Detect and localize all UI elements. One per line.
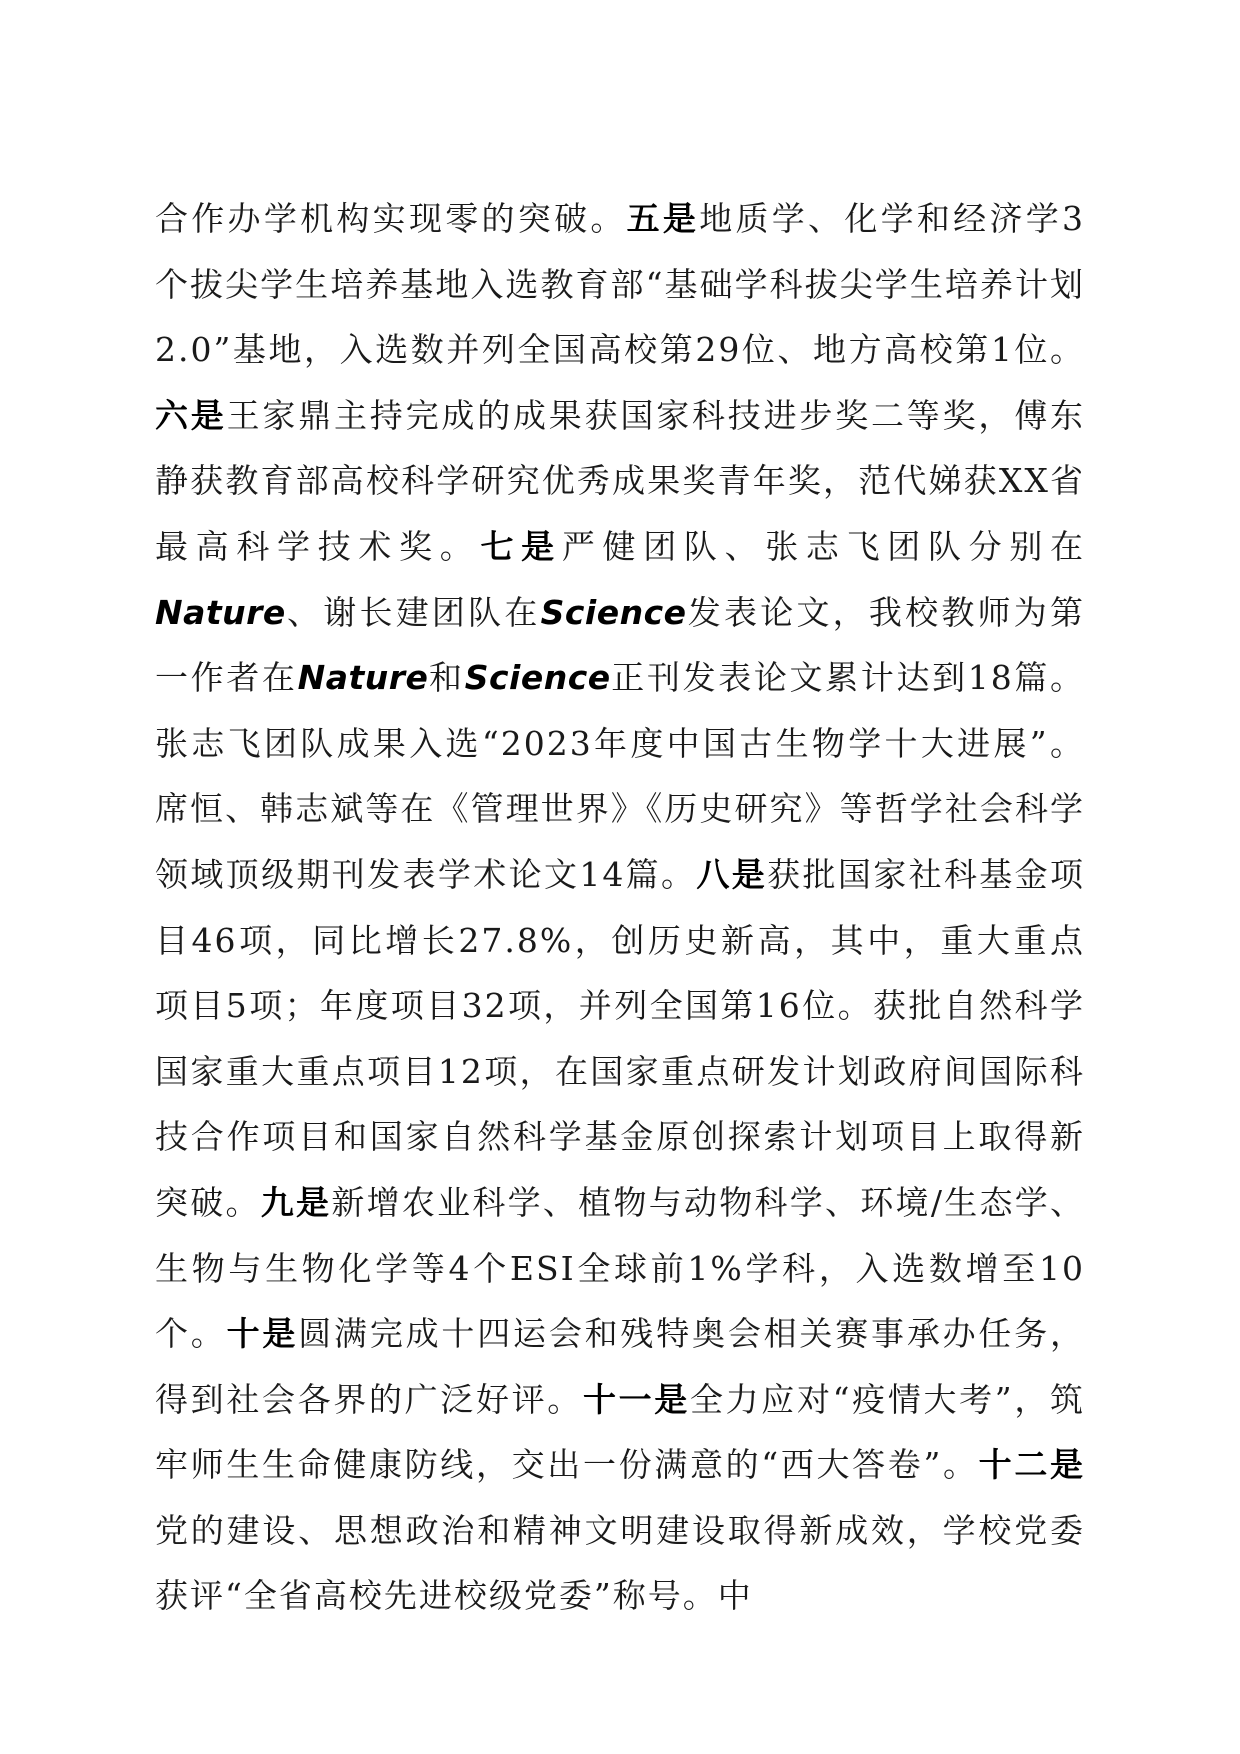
lead-ordinal-7: 七是: [480, 526, 562, 566]
journal-name-science: Science: [540, 592, 687, 632]
body-paragraph: [155, 186, 1085, 1629]
body-text-segment: 党的建设、思想政治和精神文明建设取得新成效，学校党委获评“全省高校先进校级党委”称号。中: [155, 1510, 1085, 1616]
lead-ordinal-11: 十一是: [582, 1379, 690, 1419]
body-text-segment: 全力应对“疫情大考”，筑牢师生生命健康防线，交出一份满意的“西大答卷”。: [155, 1379, 1086, 1485]
body-text-segment: 获批国家社科基金项目46项，同比增长27.8%，创历史新高，其中，重大重点项目5项；年度项目32项，并列全国第16位。获批自然科学国家重大重点项目12项，在国家重点研发计划政府间国际科技合作项目和国家自然科学基金原创探索计划项目上取得新突破。: [155, 854, 1086, 1222]
body-text-segment: 正刊发表论文累计达到18篇。张志飞团队成果入选“2023年度中国古生物学十大进展”。席恒、韩志斌等在《管理世界》《历史研究》等哲学社会科学领域顶级期刊发表学术论文14篇。: [155, 658, 1086, 894]
journal-name-science: Science: [464, 658, 611, 698]
body-text-segment: 、谢长建团队在: [285, 592, 541, 632]
journal-name-nature: Nature: [297, 658, 429, 698]
body-text-segment: 严健团队、张志飞团队分别在: [561, 526, 1086, 566]
body-text-segment: 圆满完成十四运会和残特奥会相关赛事承办任务，得到社会各界的广泛好评。: [155, 1314, 1086, 1419]
lead-ordinal-9: 九是: [260, 1182, 332, 1222]
body-text-segment: 地质学、化学和经济学3个拔尖学生培养基地入选教育部“基础学科拔尖学生培养计划2.0”基地，入选数并列全国高校第29位、地方高校第1位。: [155, 199, 1085, 370]
lead-ordinal-10: 十是: [226, 1314, 299, 1354]
body-text-segment: 王家鼎主持完成的成果获国家科技进步奖二等奖，傅东静获教育部高校科学研究优秀成果奖青年奖，范代娣获XX省最高科学技术奖。: [155, 395, 1086, 566]
body-text-segment: 合作办学机构实现零的突破。: [155, 199, 627, 238]
body-text-segment: 新增农业科学、植物与动物科学、环境/生态学、生物与生物化学等4个ESI全球前1%学科，入选数增至10个。: [155, 1182, 1085, 1354]
lead-ordinal-12: 十二是: [978, 1445, 1085, 1485]
body-text-segment: 发表论文，我校教师为第一作者在: [155, 592, 1086, 698]
journal-name-nature: Nature: [155, 592, 286, 632]
lead-ordinal-5: 五是: [626, 199, 700, 238]
lead-ordinal-8: 八是: [696, 854, 768, 894]
lead-ordinal-6: 六是: [155, 395, 227, 435]
body-text-segment: 和: [428, 658, 465, 698]
